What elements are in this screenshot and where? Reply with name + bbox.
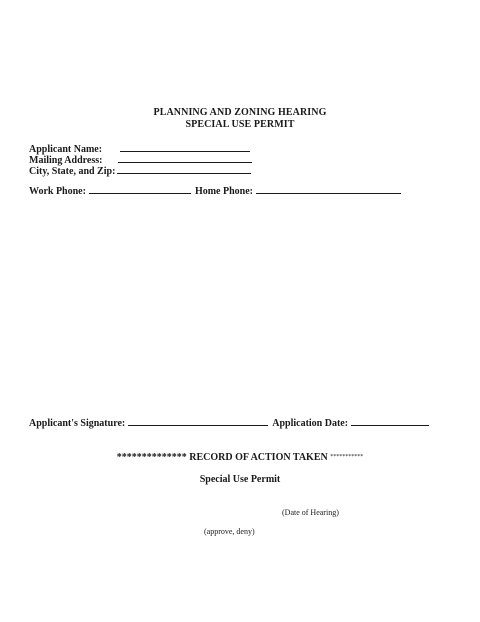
signature-row — [29, 416, 429, 429]
home-phone-label: Home Phone: — [194, 186, 253, 197]
applicant-signature-label: Applicant's Signature: — [29, 418, 126, 429]
mailing-address-label: Mailing Address: — [29, 155, 103, 166]
record-stars-left: ************** — [116, 452, 187, 463]
record-heading-text: RECORD OF ACTION TAKEN — [189, 452, 328, 463]
approve-deny-note: (approve, deny) — [204, 527, 255, 536]
date-of-hearing-note: (Date of Hearing) — [282, 508, 339, 517]
applicant-name-field[interactable] — [120, 142, 250, 152]
work-phone-field[interactable] — [89, 184, 191, 194]
work-phone-label: Work Phone: — [29, 186, 86, 197]
city-state-zip-row — [29, 164, 251, 177]
application-date-label: Application Date: — [272, 418, 349, 429]
form-title-line1: PLANNING AND ZONING HEARING — [153, 107, 327, 118]
applicant-name-label: Applicant Name: — [29, 144, 103, 155]
record-of-action-heading — [0, 452, 480, 463]
applicant-signature-field[interactable] — [128, 416, 268, 426]
city-state-zip-label: City, State, and Zip: — [29, 166, 116, 177]
home-phone-field[interactable] — [256, 184, 401, 194]
phone-row — [29, 184, 401, 197]
city-state-zip-field[interactable] — [117, 164, 251, 174]
application-date-field[interactable] — [351, 416, 429, 426]
record-subheading: Special Use Permit — [199, 474, 281, 485]
record-stars-right: *********** — [330, 454, 364, 460]
mailing-address-field[interactable] — [118, 153, 252, 163]
form-title-line2: SPECIAL USE PERMIT — [185, 119, 295, 130]
